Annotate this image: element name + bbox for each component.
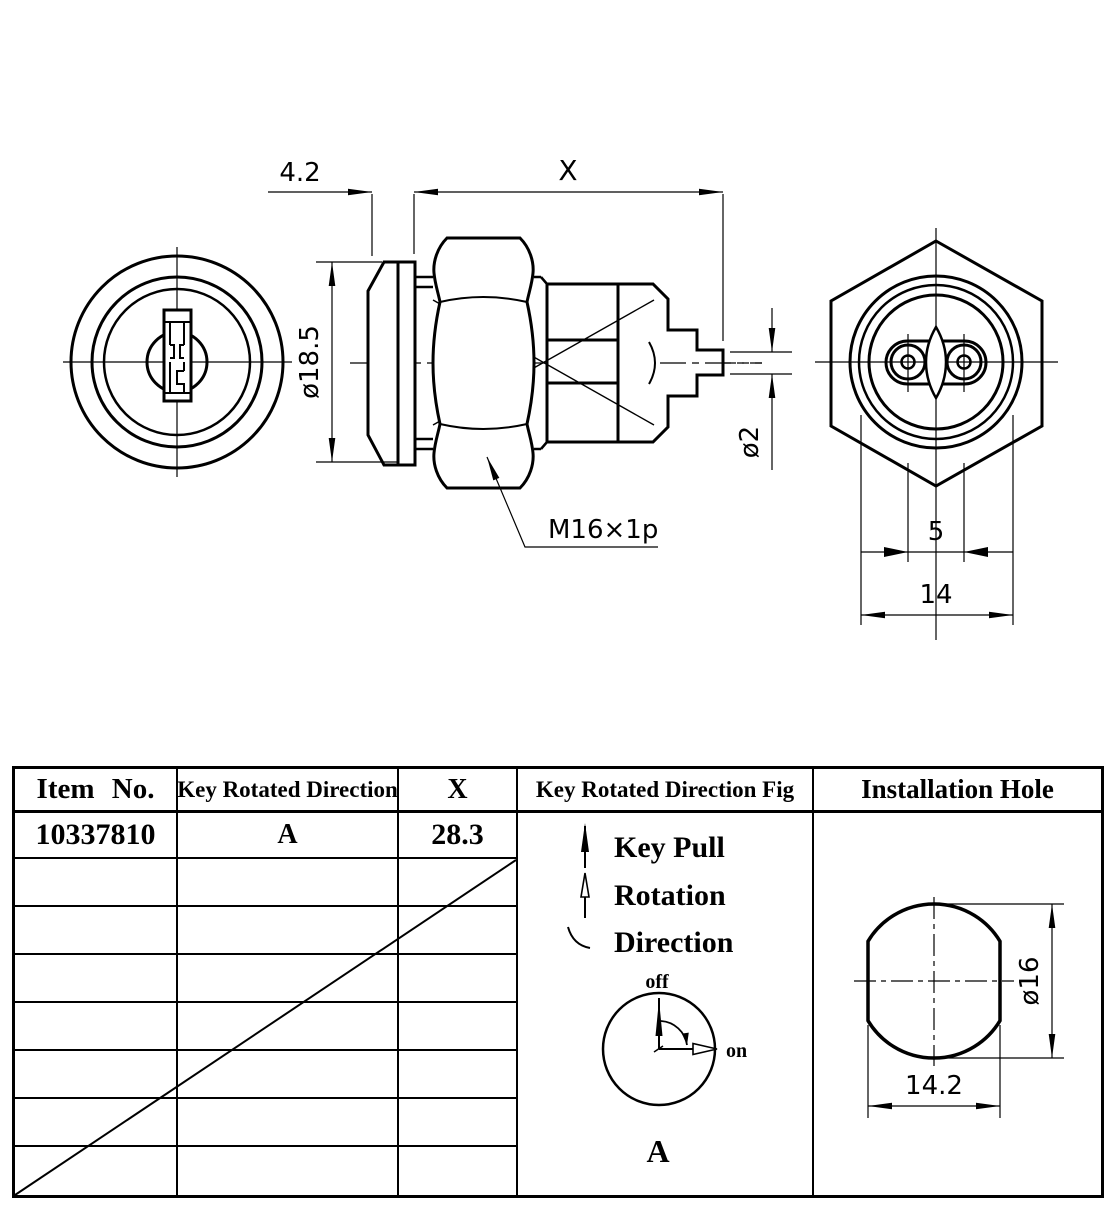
- dim-rear: [861, 415, 1013, 625]
- empty-cell: [399, 859, 518, 907]
- empty-cell: [15, 1003, 178, 1051]
- svg-text:14.2: 14.2: [905, 1071, 963, 1101]
- front-view: [63, 247, 292, 477]
- key-cam: [926, 327, 946, 398]
- empty-cell: [15, 1147, 178, 1195]
- fig-a-label: A: [646, 1133, 670, 1169]
- empty-cell: [399, 1147, 518, 1195]
- svg-text:Key Pull: Key Pull: [614, 831, 725, 864]
- spec-table: [12, 766, 1104, 1198]
- key-rotated-direction-value: A: [178, 813, 399, 859]
- key-rotated-direction-fig-cell: [518, 813, 814, 1195]
- empty-cell: [178, 1003, 399, 1051]
- svg-text:Rotation: Rotation: [614, 879, 726, 912]
- svg-text:5: 5: [927, 517, 945, 547]
- svg-text:14: 14: [919, 580, 953, 610]
- empty-cell: [178, 907, 399, 955]
- dim-bezel-depth: 4.2: [279, 158, 321, 188]
- thread-spec-label: M16×1p: [548, 515, 659, 545]
- header-x: X: [399, 769, 518, 813]
- empty-cell: [399, 955, 518, 1003]
- svg-text:ø16: ø16: [1015, 956, 1045, 1006]
- dim-head-diameter: [295, 262, 398, 462]
- thread-callout: [487, 457, 658, 547]
- empty-cell: [178, 955, 399, 1003]
- empty-cell: [15, 859, 178, 907]
- header-installation-hole: Installation Hole: [814, 769, 1101, 813]
- dim-top: [268, 154, 723, 341]
- empty-cell: [178, 1051, 399, 1099]
- svg-text:Direction: Direction: [614, 926, 734, 959]
- empty-cell: [15, 907, 178, 955]
- header-item-no: Item No.: [15, 769, 178, 813]
- empty-cell: [15, 1051, 178, 1099]
- svg-text:ø18.5: ø18.5: [295, 325, 325, 399]
- empty-cell: [399, 907, 518, 955]
- empty-cell: [399, 1003, 518, 1051]
- empty-cell: [178, 859, 399, 907]
- dim-terminal-diameter: [730, 308, 792, 470]
- empty-cell: [399, 1051, 518, 1099]
- header-key-rotated-direction: Key Rotated Direction: [178, 769, 399, 813]
- x-value: 28.3: [399, 813, 518, 859]
- empty-cell: [15, 1099, 178, 1147]
- key-slot: [164, 310, 191, 401]
- hex-nut: [433, 238, 534, 488]
- svg-text:on: on: [726, 1040, 748, 1062]
- empty-cell: [178, 1099, 399, 1147]
- side-view: [350, 238, 762, 488]
- rear-view: [815, 228, 1058, 640]
- installation-hole-cell: [814, 813, 1101, 1195]
- header-key-rotated-direction-fig: Key Rotated Direction Fig: [518, 769, 814, 813]
- svg-text:ø2: ø2: [735, 425, 765, 459]
- empty-cell: [178, 1147, 399, 1195]
- svg-text:off: off: [645, 971, 669, 993]
- item-no-value: 10337810: [15, 813, 178, 859]
- empty-cell: [15, 955, 178, 1003]
- empty-cell: [399, 1099, 518, 1147]
- dim-body-length: X: [558, 154, 578, 187]
